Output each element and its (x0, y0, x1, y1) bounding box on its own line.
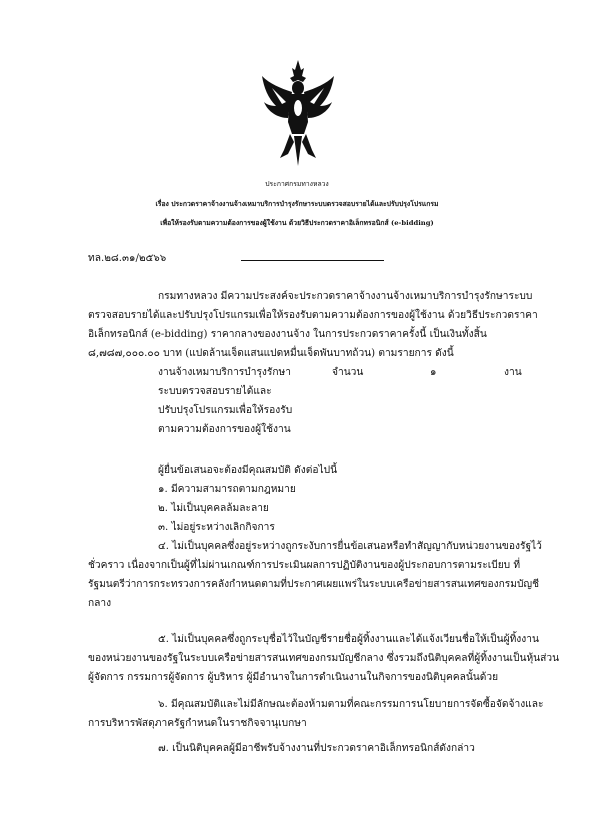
subject-line-1: เรื่อง ประกวดราคาจ้างงานจ้างเหมาบริการบำรุงรักษาระบบตรวจสอบรายได้และปรับปรุงโปรแกรม (155, 200, 439, 208)
qualification-5-line-3: ผู้จัดการ กรรมการผู้จัดการ ผู้บริหาร ผู้มีอำนาจในการดำเนินงานในกิจการของนิติบุคคลนั้นด้วย (88, 672, 499, 683)
qualifications-heading: ผู้ยื่นข้อเสนอจะต้องมีคุณสมบัติ ดังต่อไปนี้ (158, 465, 338, 476)
item-name-line-3: ปรับปรุงโปรแกรมเพื่อให้รองรับ (158, 405, 293, 416)
intro-line-2: ตรวจสอบรายได้และปรับปรุงโปรแกรมเพื่อให้รองรับตามความต้องการของผู้ใช้งาน ด้วยวิธีประกวดราคา (88, 310, 538, 321)
item-quantity: ๑ (430, 367, 437, 378)
qualification-2: ๒. ไม่เป็นบุคคลล้มละลาย (158, 503, 269, 514)
item-quantity-label: จำนวน (332, 367, 364, 378)
qualification-1: ๑. มีความสามารถตามกฎหมาย (158, 484, 296, 495)
issuer-title: ประกาศกรมทางหลวง (265, 180, 329, 188)
reference-number: ทล.๒๘.๓๑/๒๕๖๖ (88, 253, 167, 264)
qualification-6-line-1: ๖. มีคุณสมบัติและไม่มีลักษณะต้องห้ามตามที่คณะกรรมการนโยบายการจัดซื้อจัดจ้างและ (158, 699, 544, 710)
item-unit: งาน (504, 367, 522, 378)
qualification-6-line-2: การบริหารพัสดุภาครัฐกำหนดในราชกิจจานุเบกษา (88, 718, 307, 729)
qualification-4-line-4: กลาง (88, 598, 112, 609)
subject-line-2: เพื่อให้รองรับตามความต้องการของผู้ใช้งาน ด้วยวิธีประกวดราคาอิเล็กทรอนิกส์ (e-bidding) (160, 219, 434, 227)
qualification-5-line-2: ของหน่วยงานของรัฐในระบบเครือข่ายสารสนเทศของกรมบัญชีกลาง ซึ่งรวมถึงนิติบุคคลที่ผู้ทิ้งงานเป็นหุ้นส่วน (88, 653, 560, 664)
qualification-5-line-1: ๕. ไม่เป็นบุคคลซึ่งถูกระบุชื่อไว้ในบัญชีรายชื่อผู้ทิ้งงานและได้แจ้งเวียนชื่อให้เป็นผู้ทิ้งงาน (158, 634, 539, 645)
qualification-3: ๓. ไม่อยู่ระหว่างเลิกกิจการ (158, 522, 275, 533)
qualification-7: ๗. เป็นนิติบุคคลผู้มีอาชีพรับจ้างงานที่ประกวดราคาอิเล็กทรอนิกส์ดังกล่าว (158, 743, 475, 754)
intro-line-3: อิเล็กทรอนิกส์ (e-bidding) ราคากลางของงานจ้าง ในการประกวดราคาครั้งนี้ เป็นเงินทั้งสิ้น (88, 329, 487, 340)
item-name-line-2: ระบบตรวจสอบรายได้และ (158, 386, 272, 397)
qualification-4-line-2: ชั่วคราว เนื่องจากเป็นผู้ที่ไม่ผ่านเกณฑ์การประเมินผลการปฏิบัติงานของผู้ประกอบการตามระเบียบ ที่ (88, 560, 521, 571)
intro-line-1: กรมทางหลวง มีความประสงค์จะประกวดราคาจ้างงานจ้างเหมาบริการบำรุงรักษาระบบ (158, 291, 533, 302)
qualification-4-line-3: รัฐมนตรีว่าการกระทรวงการคลังกำหนดตามที่ประกาศเผยแพร่ในระบบเครือข่ายสารสนเทศของกรมบัญชี (88, 579, 540, 590)
intro-line-4: ๘,๗๘๗,๐๐๐.๐๐ บาท (แปดล้านเจ็ดแสนแปดหมื่นเจ็ดพันบาทถ้วน) ตามรายการ ดังนี้ (88, 348, 454, 359)
divider-line (241, 260, 384, 261)
item-name-line-4: ตามความต้องการของผู้ใช้งาน (158, 424, 291, 435)
garuda-emblem-icon (260, 58, 336, 168)
qualification-4-line-1: ๔. ไม่เป็นบุคคลซึ่งอยู่ระหว่างถูกระงับการยื่นข้อเสนอหรือทำสัญญากับหน่วยงานของรัฐไว้ (158, 541, 542, 552)
item-name-line-1: งานจ้างเหมาบริการบำรุงรักษา (158, 367, 291, 378)
